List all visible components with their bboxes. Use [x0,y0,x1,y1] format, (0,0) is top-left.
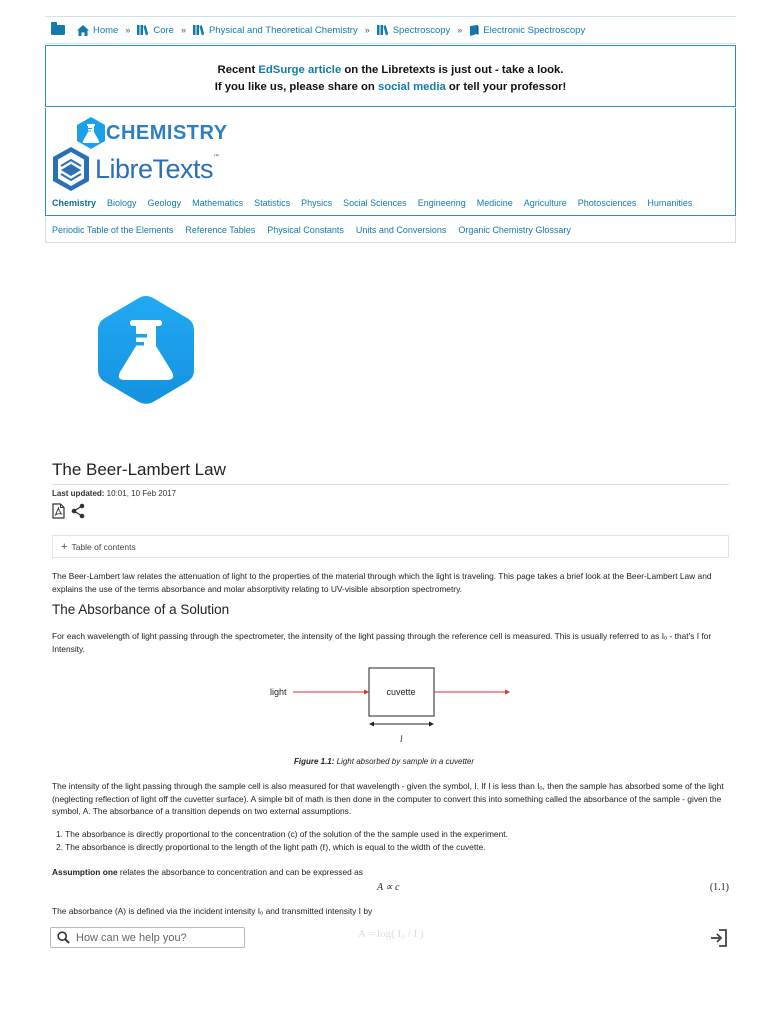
assumptions-list [56,828,733,853]
light-label: light [270,687,287,697]
announcement-banner [45,45,736,107]
folder-icon[interactable] [51,25,65,35]
reference-nav-units-conversions[interactable]: Units and Conversions [355,224,447,235]
subject-nav-item-humanities[interactable]: Humanities [647,198,693,208]
books-icon [137,25,149,35]
subject-nav-item-physics[interactable]: Physics [301,198,333,208]
edsurge-article-link[interactable]: EdSurge article [258,64,342,76]
paragraph-sample-cell: The intensity of the light passing through the sample cell is also measured for that wavelength - given the symbol, I. If I is less than Iₒ, then the sample has absorbed some of the light (neglecting reflection of light off the cuvetter surface). A simple bit of math is then done in the computer to convert this into something called the absorbance of the sample - given the symbol, A. The absorbance of a transition depends on two external assumptions. [52,781,724,817]
trademark-mark: ™ [213,153,219,160]
table-of-contents-toggle[interactable]: + Table of contents [52,535,729,558]
share-icon[interactable] [71,503,85,519]
chemistry-flask-hexagon-image [96,294,196,406]
breadcrumb-separator: » [457,25,463,35]
breadcrumb-spectroscopy[interactable]: Spectroscopy [377,25,451,36]
subject-nav-item-chemistry[interactable]: Chemistry [52,198,97,208]
subject-nav-item-photosciences[interactable]: Photosciences [577,198,637,208]
article-tools [52,503,729,519]
subject-nav-item-engineering[interactable]: Engineering [417,198,466,208]
login-icon[interactable] [709,928,729,948]
reference-nav-physical-constants[interactable]: Physical Constants [267,224,344,235]
figure-caption: Figure 1.1: Light absorbed by sample in a cuvetter [293,757,475,766]
announcement-line-1: Recent EdSurge article on the Libretexts is just out - take a look. [217,64,564,76]
libretexts-logo[interactable] [51,146,219,192]
breadcrumb-home[interactable]: Home [77,25,118,36]
intro-paragraph: The Beer-Lambert law relates the attenuation of light to the properties of the material through which the light is traveling. This page takes a brief look at the Beer-Lambert Law and explains the use of the terms absorbance and molar absorptivity relating to UV-visible absorption spectrometry. [52,571,712,594]
last-updated: Last updated: 10:01, 10 Feb 2017 [52,489,177,498]
books-icon [193,25,205,35]
reference-nav-periodic-table[interactable]: Periodic Table of the Elements [52,224,174,235]
breadcrumb-separator: » [180,25,186,35]
social-media-link[interactable]: social media [377,81,446,93]
subject-nav-item-statistics[interactable]: Statistics [254,198,291,208]
page-title: The Beer-Lambert Law [52,460,729,485]
reference-nav-glossary[interactable]: Organic Chemistry Glossary [458,224,571,235]
subject-nav-item-mathematics[interactable]: Mathematics [192,198,244,208]
list-item: 2. The absorbance is directly proportional to the length of the light path (ℓ), which is equal to the width of the cuvette. [56,841,486,852]
search-input[interactable] [74,931,238,945]
reference-nav [45,217,736,243]
plus-icon: + [61,540,68,553]
arrowhead-icon [429,722,434,727]
book-icon [469,25,479,36]
breadcrumb-core[interactable]: Core [137,25,174,36]
arrowhead-icon [364,690,369,695]
arrowhead-icon [505,690,510,695]
announcement-line-2: If you like us, please share on social media or tell your professor! [214,81,567,93]
list-item: 1. The absorbance is directly proportional to the concentration (c) of the solution of the the sample used in the experiment. [56,829,508,839]
equation-body: A ∝ c [377,882,400,893]
subject-nav [52,198,703,208]
subject-nav-item-agriculture[interactable]: Agriculture [523,198,567,208]
home-icon [77,25,89,36]
absorbance-definition-paragraph: The absorbance (A) is defined via the incident intensity Iₒ and transmitted intensity I by [52,906,373,916]
subject-nav-item-biology[interactable]: Biology [107,198,137,208]
arrowhead-icon [369,722,374,727]
cuvette-diagram [260,660,520,750]
equation-number: (1.1) [709,882,729,893]
search-icon [57,931,70,944]
assumption-one-paragraph: Assumption one relates the absorbance to concentration and can be expressed as [52,867,363,877]
pdf-icon[interactable] [52,503,65,519]
flask-logo-icon [74,116,108,150]
chemistry-logo[interactable]: CHEMISTRY [74,116,228,150]
section-heading: The Absorbance of a Solution [52,602,230,617]
subject-nav-item-social-sciences[interactable]: Social Sciences [343,198,407,208]
breadcrumb-separator: » [364,25,370,35]
faded-equation: A = log( I₀ / I ) [358,928,424,940]
breadcrumb-physical-chemistry[interactable]: Physical and Theoretical Chemistry [193,25,358,36]
paragraph-reference-cell: For each wavelength of light passing through the spectrometer, the intensity of the light passing through the reference cell is measured. This is usually referred to as Iₒ - that's I for Intensity. [52,631,712,654]
subject-nav-item-medicine[interactable]: Medicine [476,198,513,208]
libretexts-wordmark: LibreTexts [95,153,214,184]
libretexts-hexagon-icon [51,146,91,192]
path-length-label: l [400,734,403,744]
subject-nav-item-geology[interactable]: Geology [147,198,182,208]
breadcrumb-separator: » [125,25,131,35]
breadcrumb [45,16,736,44]
site-header [45,108,736,216]
books-icon [377,25,389,35]
cuvette-label: cuvette [386,687,416,697]
breadcrumb-electronic-spectroscopy[interactable]: Electronic Spectroscopy [469,25,585,36]
search-bar[interactable] [50,927,245,948]
reference-nav-reference-tables[interactable]: Reference Tables [185,224,256,235]
